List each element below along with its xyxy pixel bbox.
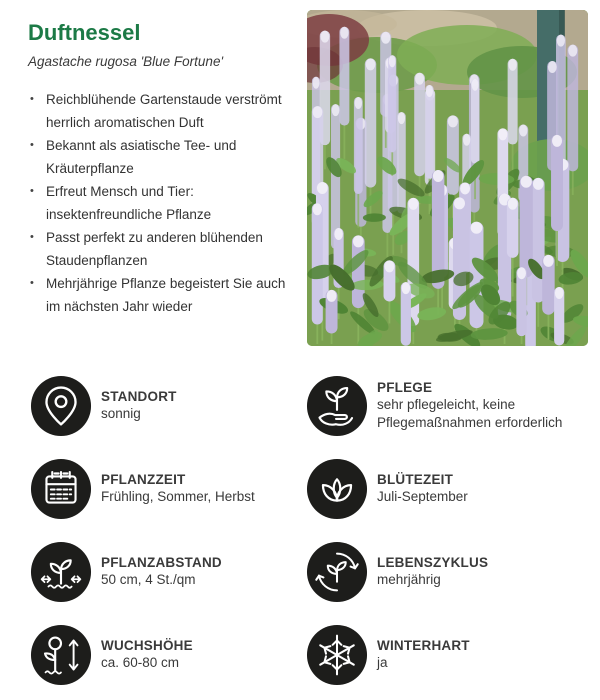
- attribute-value: Juli-September: [377, 489, 468, 505]
- attribute-winterhart: [306, 624, 590, 686]
- attribute-label: WUCHSHÖHE: [101, 638, 193, 654]
- map-pin-icon: [30, 375, 92, 437]
- attribute-value: 50 cm, 4 St./qm: [101, 572, 196, 588]
- attribute-lebenszyklus: [306, 541, 590, 603]
- attribute-value: Frühling, Sommer, Herbst: [101, 489, 255, 505]
- attribute-label: PFLANZABSTAND: [101, 555, 222, 571]
- attribute-wuchshoehe: [30, 624, 306, 686]
- hand-plant-icon: [306, 375, 368, 437]
- attribute-label: PFLEGE: [377, 380, 433, 396]
- attribute-standort: [30, 375, 306, 437]
- attribute-value: sonnig: [101, 406, 141, 422]
- calendar-icon: [30, 458, 92, 520]
- plant-photo-illustration: [307, 10, 588, 346]
- attribute-pflanzabstand: [30, 541, 306, 603]
- attribute-value: mehrjährig: [377, 572, 441, 588]
- list-item: • Mehrjährige Pflanze begeistert Sie auch im nächsten Jahr wieder: [28, 272, 302, 318]
- attribute-pflanzzeit: [30, 458, 306, 520]
- attribute-value: ja: [377, 655, 388, 671]
- list-item: • Bekannt als asiatische Tee- und Kräuterpflanze: [28, 134, 302, 180]
- attribute-label: STANDORT: [101, 389, 177, 405]
- attribute-label: PFLANZZEIT: [101, 472, 186, 488]
- list-item: • Passt perfekt zu anderen blühenden Staudenpflanzen: [28, 226, 302, 272]
- page-title: Duftnessel: [28, 20, 141, 45]
- attribute-grid: [30, 375, 590, 686]
- attribute-label: BLÜTEZEIT: [377, 472, 454, 488]
- snowflake-icon: [306, 624, 368, 686]
- plant-photo: [307, 10, 588, 346]
- botanical-name: Agastache rugosa 'Blue Fortune': [28, 54, 224, 69]
- attribute-label: LEBENSZYKLUS: [377, 555, 489, 571]
- attribute-value: ca. 60-80 cm: [101, 655, 180, 671]
- feature-list: [28, 88, 302, 318]
- attribute-bluetezeit: [306, 458, 590, 520]
- attribute-pflege: [306, 375, 590, 437]
- growth-height-icon: [30, 624, 92, 686]
- flower-icon: [306, 458, 368, 520]
- list-item: • Reichblühende Gartenstaude verströmt herrlich aromatischen Duft: [28, 88, 302, 134]
- plant-spacing-icon: [30, 541, 92, 603]
- attribute-value: sehr pflegeleicht, keine Pflegemaßnahmen erforderlich: [377, 397, 563, 430]
- life-cycle-icon: [306, 541, 368, 603]
- list-item: • Erfreut Mensch und Tier: insektenfreundliche Pflanze: [28, 180, 302, 226]
- attribute-label: WINTERHART: [377, 638, 470, 654]
